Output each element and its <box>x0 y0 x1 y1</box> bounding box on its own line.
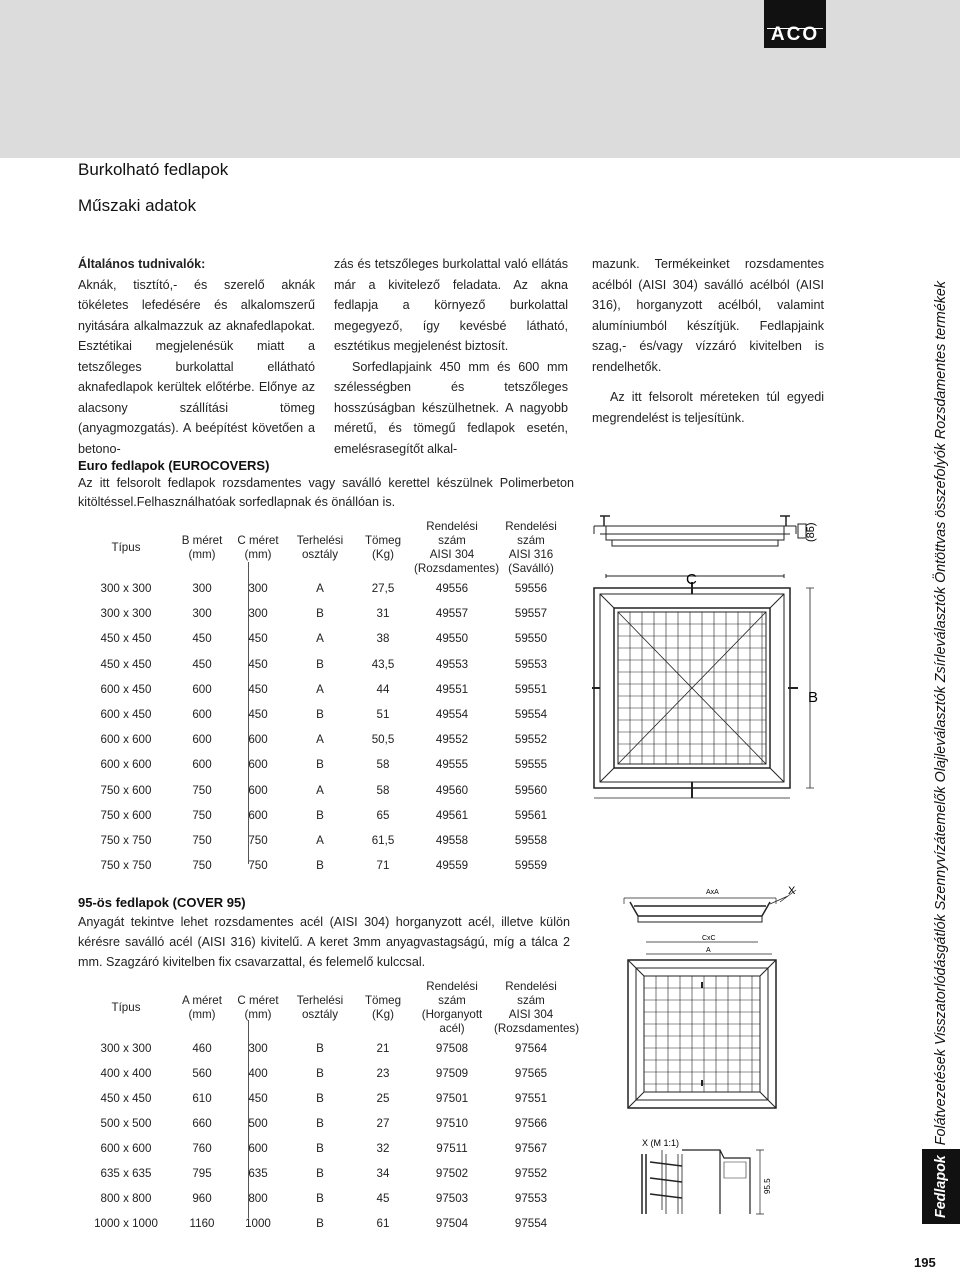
table-cell: 49552 <box>435 733 469 747</box>
col-load-class <box>286 980 354 1036</box>
detail-scale-label: X (M 1:1) <box>642 1138 680 1148</box>
table-cell: 31 <box>376 607 390 621</box>
table-cell: 59552 <box>514 733 548 747</box>
intro-col1-text: Aknák, tisztító,- és szerelő aknák tökéletes lefedésére és alkalomszerű nyitására alkalmazzuk az aknafedlapokat. Esztétikai megjelenésük miatt a tetszőleges burkolattal ellátható aknafedlapok kerültek előtérbe. Előnye az alacsony szállítási tömeg (anyagmozgatás). A beépítést követően a betono- <box>78 277 315 456</box>
category-list <box>922 158 960 1224</box>
col-b-size-label: B méret (mm) <box>181 534 223 561</box>
table-cell: 450 <box>248 708 268 722</box>
table-cell: 59551 <box>514 682 548 696</box>
table-row <box>78 853 570 878</box>
col-order-316 <box>492 520 570 576</box>
table-row <box>78 828 570 853</box>
table-cell: 960 <box>192 1192 212 1205</box>
table-cell: 59559 <box>514 859 548 873</box>
table-cell: 97508 <box>435 1042 469 1055</box>
dim-a-label: A <box>706 947 711 954</box>
table-cell: 450 <box>192 657 212 671</box>
table-cell: 600 <box>248 758 268 772</box>
table-cell: 23 <box>376 1067 390 1080</box>
cover95-table <box>78 980 580 1236</box>
table-cell: B <box>316 1167 324 1180</box>
cover95-plan-view <box>628 942 776 1108</box>
table-cell: 61,5 <box>371 833 395 847</box>
table-cell: 97565 <box>514 1067 548 1080</box>
table-cell: B <box>316 1117 324 1130</box>
table-cell: 21 <box>376 1042 390 1055</box>
table-cell: 560 <box>192 1067 212 1080</box>
table-cell: B <box>316 1142 324 1155</box>
col-a-size <box>174 980 230 1036</box>
cross-section-view <box>594 516 812 546</box>
table-cell: 300 x 300 <box>100 1042 152 1055</box>
table-cell: 59560 <box>514 783 548 797</box>
table-cell: 51 <box>376 708 390 722</box>
detail-x-view <box>642 1150 764 1214</box>
table-cell: 600 <box>192 708 212 722</box>
table-cell: 450 x 450 <box>100 657 152 671</box>
table-cell: A <box>316 632 324 646</box>
table-cell: 49556 <box>435 582 469 596</box>
table-cell: 59557 <box>514 607 548 621</box>
table-cell: 97501 <box>435 1092 469 1105</box>
category-others: Folátvezetések Visszatorlódásgátlók Szennyvízátemelők Olajleválasztók Zsírleválasztók Öntöttvas összefolyók Rozsdamentes termékek <box>933 280 949 1146</box>
table-cell: 59553 <box>514 657 548 671</box>
table-cell: 460 <box>192 1042 212 1055</box>
col-order-304-label: Rendelési szám AISI 304 (Rozsdamentes) <box>494 980 580 1035</box>
table-cell: 600 <box>248 1142 268 1155</box>
table-cell: 97503 <box>435 1192 469 1205</box>
page-number: 195 <box>914 1255 936 1270</box>
col-order-galv-label: Rendelési szám (Horganyott acél) <box>421 980 483 1035</box>
table-cell: 500 x 500 <box>100 1117 152 1130</box>
table-cell: 300 <box>192 582 212 596</box>
table-cell: 750 x 600 <box>100 783 152 797</box>
table-cell: 450 x 450 <box>100 1092 152 1105</box>
table-row <box>78 1211 570 1236</box>
table-row <box>78 576 570 601</box>
table-cell: 300 <box>248 582 268 596</box>
table-cell: 600 <box>192 682 212 696</box>
table-cell: 97566 <box>514 1117 548 1130</box>
table-row <box>78 1086 570 1111</box>
intro-col2-p2: Sorfedlapjaink 450 mm és 600 mm szélességben és tetszőleges hosszúságban készülhetnek. A nagyobb méretű, és tömegű fedlapok esetén, emelésrasegítőt alkal- <box>334 359 568 456</box>
table-row <box>78 1186 570 1211</box>
aco-logo <box>764 0 826 48</box>
table-cell: 50,5 <box>371 733 395 747</box>
table-cell: 300 x 300 <box>100 607 152 621</box>
table-cell: B <box>316 708 324 722</box>
col-load-class-label: Terhelési osztály <box>296 534 344 561</box>
table-cell: 34 <box>376 1167 390 1180</box>
table-cell: B <box>316 1067 324 1080</box>
table-cell: 49559 <box>435 859 469 873</box>
table-cell: 760 <box>192 1142 212 1155</box>
table-header-row <box>78 520 570 576</box>
col-a-size-label: A méret (mm) <box>182 994 222 1021</box>
table-cell: 49555 <box>435 758 469 772</box>
table-cell: 450 x 450 <box>100 632 152 646</box>
table-cell: 59561 <box>514 808 548 822</box>
table-cell: A <box>316 582 324 596</box>
table-cell: 49558 <box>435 833 469 847</box>
table-cell: 750 <box>248 859 268 873</box>
table-cell: A <box>316 733 324 747</box>
table-cell: 27 <box>376 1117 390 1130</box>
col-weight-label: Tömeg (Kg) <box>364 994 402 1021</box>
table-cell: 300 x 300 <box>100 582 152 596</box>
col-c-size <box>230 980 286 1036</box>
category-active: Fedlapok <box>922 1149 960 1224</box>
table-cell: 44 <box>376 682 390 696</box>
col-weight-label: Tömeg (Kg) <box>364 534 402 561</box>
table-cell: 49557 <box>435 607 469 621</box>
table-cell: 800 <box>248 1192 268 1205</box>
table-cell: 500 <box>248 1117 268 1130</box>
table-cell: 600 <box>248 808 268 822</box>
col-c-size-label: C méret (mm) <box>237 534 279 561</box>
table-row <box>78 652 570 677</box>
dim-axa-label: AxA <box>706 889 719 896</box>
table-cell: 97553 <box>514 1192 548 1205</box>
table-cell: 600 <box>248 733 268 747</box>
table-cell: B <box>316 1042 324 1055</box>
table-cell: 59558 <box>514 833 548 847</box>
table-row <box>78 1061 570 1086</box>
table-cell: 1000 <box>245 1217 271 1230</box>
cover95-rows <box>78 1036 570 1236</box>
table-cell: 300 <box>248 1042 268 1055</box>
col-type: Típus <box>111 1001 141 1014</box>
table-cell: 750 x 750 <box>100 859 152 873</box>
cover95-title: 95-ös fedlapok (COVER 95) <box>78 895 246 910</box>
table-cell: A <box>316 833 324 847</box>
table-cell: 1000 x 1000 <box>94 1217 158 1230</box>
col-weight <box>354 520 412 576</box>
table-row <box>78 752 570 777</box>
table-cell: 600 x 450 <box>100 708 152 722</box>
table-cell: 750 <box>248 833 268 847</box>
table-cell: 600 <box>192 758 212 772</box>
table-cell: 43,5 <box>371 657 395 671</box>
col-c-size <box>230 520 286 576</box>
dim-c-label: C <box>686 571 697 588</box>
table-cell: 660 <box>192 1117 212 1130</box>
table-cell: 600 x 600 <box>100 733 152 747</box>
table-cell: B <box>316 1192 324 1205</box>
table-cell: 610 <box>192 1092 212 1105</box>
table-row <box>78 1161 570 1186</box>
table-row <box>78 677 570 702</box>
logo-text: ACO <box>770 24 820 45</box>
table-cell: 61 <box>376 1217 390 1230</box>
intro-column-2 <box>334 254 568 459</box>
table-cell: 300 <box>192 607 212 621</box>
table-cell: 400 <box>248 1067 268 1080</box>
table-cell: A <box>316 783 324 797</box>
col-b-size <box>174 520 230 576</box>
table-cell: 400 x 400 <box>100 1067 152 1080</box>
table-cell: 750 x 600 <box>100 808 152 822</box>
table-cell: 97510 <box>435 1117 469 1130</box>
table-cell: 97509 <box>435 1067 469 1080</box>
table-cell: B <box>316 859 324 873</box>
table-row <box>78 727 570 752</box>
page-subtitle: Műszaki adatok <box>78 196 197 215</box>
table-cell: 97564 <box>514 1042 548 1055</box>
table-cell: 750 <box>192 833 212 847</box>
cover95-drawing <box>620 882 810 1218</box>
table-cell: 25 <box>376 1092 390 1105</box>
col-load-class <box>286 520 354 576</box>
intro-col3-p2: Az itt felsorolt méreteken túl egyedi megrendelést is teljesítünk. <box>592 390 824 425</box>
table-cell: 59556 <box>514 582 548 596</box>
intro-heading: Általános tudnivalók: <box>78 257 206 271</box>
table-cell: 635 <box>248 1167 268 1180</box>
table-cell: 27,5 <box>371 582 395 596</box>
table-cell: 600 <box>248 783 268 797</box>
dim-cxc-label: CxC <box>702 935 716 942</box>
table-cell: 450 <box>248 1092 268 1105</box>
table-cell: 49553 <box>435 657 469 671</box>
table-cell: 97504 <box>435 1217 469 1230</box>
cover95-text: Anyagát tekintve lehet rozsdamentes acél (AISI 304) horganyzott acél, illetve külön kérésre saválló acél (AISI 316) kivitelű. A keret 3mm anyagvastagságú, míg a tálca 2 mm. Szagzáró kivitelben fix csavarzattal, és felemelő kulccsal. <box>78 915 570 969</box>
col-order-304 <box>492 980 580 1036</box>
table-cell: 49551 <box>435 682 469 696</box>
dim-b-label: B <box>808 689 819 706</box>
table-cell: 450 <box>192 632 212 646</box>
table-cell: 450 <box>248 682 268 696</box>
table-cell: 635 x 635 <box>100 1167 152 1180</box>
intro-column-3 <box>592 254 824 428</box>
table-cell: 45 <box>376 1192 390 1205</box>
col-order-304 <box>412 520 500 576</box>
table-cell: 58 <box>376 758 390 772</box>
eurocovers-text: Az itt felsorolt fedlapok rozsdamentes vagy saválló kerettel készülnek Polimerbeton kitöltéssel.Felhasználhatóak sorfedlapnak és önállóan is. <box>78 476 574 509</box>
col-order-316-label: Rendelési szám AISI 316 (Saválló) <box>505 520 557 575</box>
plan-view <box>592 574 814 798</box>
table-cell: 300 <box>248 607 268 621</box>
dim-85-label: (85) <box>805 522 817 542</box>
table-cell: 49560 <box>435 783 469 797</box>
table-cell: 450 <box>248 657 268 671</box>
table-cell: 59550 <box>514 632 548 646</box>
table-cell: 97551 <box>514 1092 548 1105</box>
table-row <box>78 626 570 651</box>
table-header-row <box>78 980 570 1036</box>
table-cell: 97567 <box>514 1142 548 1155</box>
table-cell: B <box>316 1217 324 1230</box>
col-c-size-label: C méret (mm) <box>237 994 279 1021</box>
table-cell: 600 <box>192 733 212 747</box>
table-cell: 750 <box>192 783 212 797</box>
table-cell: B <box>316 758 324 772</box>
intro-col3-p1: mazunk. Termékeinket rozsdamentes acélból (AISI 304) saválló acélból (AISI 316), horganyzott acélból, valamint alumíniumból készítjük. Fedlapjaink szag,- és/vagy vízzáró kivitelben is rendelhetők. <box>592 257 824 374</box>
intro-column-1 <box>78 254 315 459</box>
table-cell: B <box>316 607 324 621</box>
col-load-class-label: Terhelési osztály <box>296 994 344 1021</box>
detail-x-label: X <box>788 885 796 897</box>
table-cell: 32 <box>376 1142 390 1155</box>
table-cell: B <box>316 808 324 822</box>
table-cell: 65 <box>376 808 390 822</box>
table-cell: A <box>316 682 324 696</box>
eurocovers-rows <box>78 576 570 878</box>
table-cell: 58 <box>376 783 390 797</box>
col-type: Típus <box>111 541 141 554</box>
table-row <box>78 1111 570 1136</box>
table-row <box>78 778 570 803</box>
table-cell: 800 x 800 <box>100 1192 152 1205</box>
table-cell: 795 <box>192 1167 212 1180</box>
table-cell: 1160 <box>189 1217 215 1230</box>
table-cell: B <box>316 657 324 671</box>
table-cell: 38 <box>376 632 390 646</box>
table-cell: 49554 <box>435 708 469 722</box>
table-cell: B <box>316 1092 324 1105</box>
table-row <box>78 702 570 727</box>
table-cell: 59554 <box>514 708 548 722</box>
col-weight <box>354 980 412 1036</box>
table-cell: 97554 <box>514 1217 548 1230</box>
table-row <box>78 803 570 828</box>
page-title: Burkolható fedlapok <box>78 160 229 179</box>
category-sidebar <box>922 158 960 1224</box>
eurocover-drawing <box>592 512 828 808</box>
table-cell: 97552 <box>514 1167 548 1180</box>
table-cell: 59555 <box>514 758 548 772</box>
table-cell: 750 x 750 <box>100 833 152 847</box>
dim-95-5-label: 95.5 <box>763 1178 772 1194</box>
table-row <box>78 1136 570 1161</box>
table-cell: 49550 <box>435 632 469 646</box>
eurocovers-title: Euro fedlapok (EUROCOVERS) <box>78 458 270 473</box>
table-row <box>78 1036 570 1061</box>
table-cell: 49561 <box>435 808 469 822</box>
table-cell: 750 <box>192 808 212 822</box>
table-row <box>78 601 570 626</box>
table-cell: 97511 <box>436 1142 468 1155</box>
table-cell: 71 <box>376 859 390 873</box>
col-order-304-label: Rendelési szám AISI 304 (Rozsdamentes) <box>414 520 500 575</box>
table-cell: 600 x 600 <box>100 1142 152 1155</box>
table-cell: 450 <box>248 632 268 646</box>
table-cell: 600 x 600 <box>100 758 152 772</box>
table-cell: 97502 <box>435 1167 469 1180</box>
col-order-galv <box>412 980 492 1036</box>
table-cell: 600 x 450 <box>100 682 152 696</box>
intro-col2-p1: zás és tetszőleges burkolattal való ellátás már a kivitelező feladata. Az akna fedlapja a környező burkolattal megegyező, így kevésbé látható, esztétikus megjelenést biztosít. <box>334 257 568 353</box>
table-cell: 750 <box>192 859 212 873</box>
eurocovers-table <box>78 520 570 878</box>
